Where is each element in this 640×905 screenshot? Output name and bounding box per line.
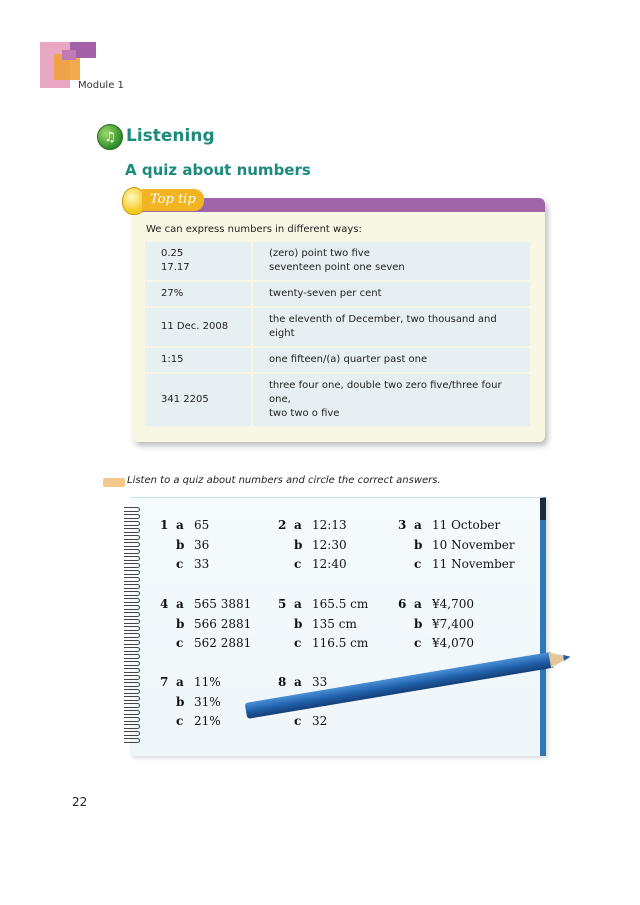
notebook-spiral <box>124 507 140 747</box>
option-2b[interactable]: 12:30 <box>312 537 347 552</box>
option-6a[interactable]: ¥4,700 <box>432 597 474 611</box>
expression-cell: twenty-seven per cent <box>253 282 530 306</box>
expression-cell: the eleventh of December, two thousand and eight <box>253 308 530 346</box>
question-1: 1 a 65 b 36 c 33 <box>160 518 210 571</box>
option-4c[interactable]: 562 2881 <box>194 636 252 650</box>
top-tip-tag: Top tip <box>142 189 204 211</box>
headphones-icon: ♫ <box>97 124 123 150</box>
option-7b[interactable]: 31% <box>194 694 221 709</box>
number-cell: 1:15 <box>145 348 253 372</box>
number-cell: 0.25 17.17 <box>145 242 253 280</box>
expression-cell: one fifteen/(a) quarter past one <box>253 348 530 372</box>
expression-cell: (zero) point two five seventeen point one seven <box>253 242 530 280</box>
option-3a[interactable]: 11 October <box>432 518 501 532</box>
section-subtitle: A quiz about numbers <box>125 161 311 179</box>
question-5: 5 a 165.5 cm b 135 cm c 116.5 cm <box>278 597 369 650</box>
table-row <box>145 374 530 426</box>
table-row <box>145 348 530 372</box>
number-cell: 341 2205 <box>145 374 253 426</box>
exercise-instruction: Listen to a quiz about numbers and circle the correct answers. <box>127 475 441 486</box>
number-cell: 11 Dec. 2008 <box>145 308 253 346</box>
option-4b[interactable]: 566 2881 <box>194 616 252 631</box>
expression-cell: three four one, double two zero five/three four one, two two o five <box>253 374 530 426</box>
option-1c[interactable]: 33 <box>194 557 210 571</box>
question-8: 8 a 33 c 32 <box>278 675 328 728</box>
number-expressions-table <box>145 240 530 428</box>
option-5c[interactable]: 116.5 cm <box>312 636 369 650</box>
option-2c[interactable]: 12:40 <box>312 557 347 571</box>
option-6c[interactable]: ¥4,070 <box>432 636 474 650</box>
option-3c[interactable]: 11 November <box>432 557 515 571</box>
question-2: 2 a 12:13 b 12:30 c 12:40 <box>278 518 347 571</box>
option-5b[interactable]: 135 cm <box>312 616 357 631</box>
option-7c[interactable]: 21% <box>194 714 221 728</box>
option-3b[interactable]: 10 November <box>432 537 515 552</box>
module-label: Module 1 <box>78 80 124 91</box>
top-tip-intro: We can express numbers in different ways: <box>146 224 362 235</box>
option-4a[interactable]: 565 3881 <box>194 597 252 611</box>
option-8c[interactable]: 32 <box>312 714 328 728</box>
question-3: 3 a 11 October b 10 November c 11 November <box>398 518 515 571</box>
question-7: 7 a 11% b 31% c 21% <box>160 675 221 728</box>
page-number: 22 <box>72 795 88 809</box>
section-title: Listening <box>126 126 215 146</box>
option-1b[interactable]: 36 <box>194 537 210 552</box>
option-5a[interactable]: 165.5 cm <box>312 597 369 611</box>
table-row <box>145 308 530 346</box>
option-6b[interactable]: ¥7,400 <box>432 616 474 631</box>
module-decoration <box>62 50 76 60</box>
option-2a[interactable]: 12:13 <box>312 518 347 532</box>
option-7a[interactable]: 11% <box>194 675 221 689</box>
number-cell: 27% <box>145 282 253 306</box>
question-4: 4 a 565 3881 b 566 2881 c 562 2881 <box>160 597 252 650</box>
table-row <box>145 282 530 306</box>
question-6: 6 a ¥4,700 b ¥7,400 c ¥4,070 <box>398 597 474 650</box>
table-row <box>145 242 530 280</box>
option-8a[interactable]: 33 <box>312 675 328 689</box>
exercise-marker <box>103 478 125 487</box>
option-1a[interactable]: 65 <box>194 518 210 532</box>
